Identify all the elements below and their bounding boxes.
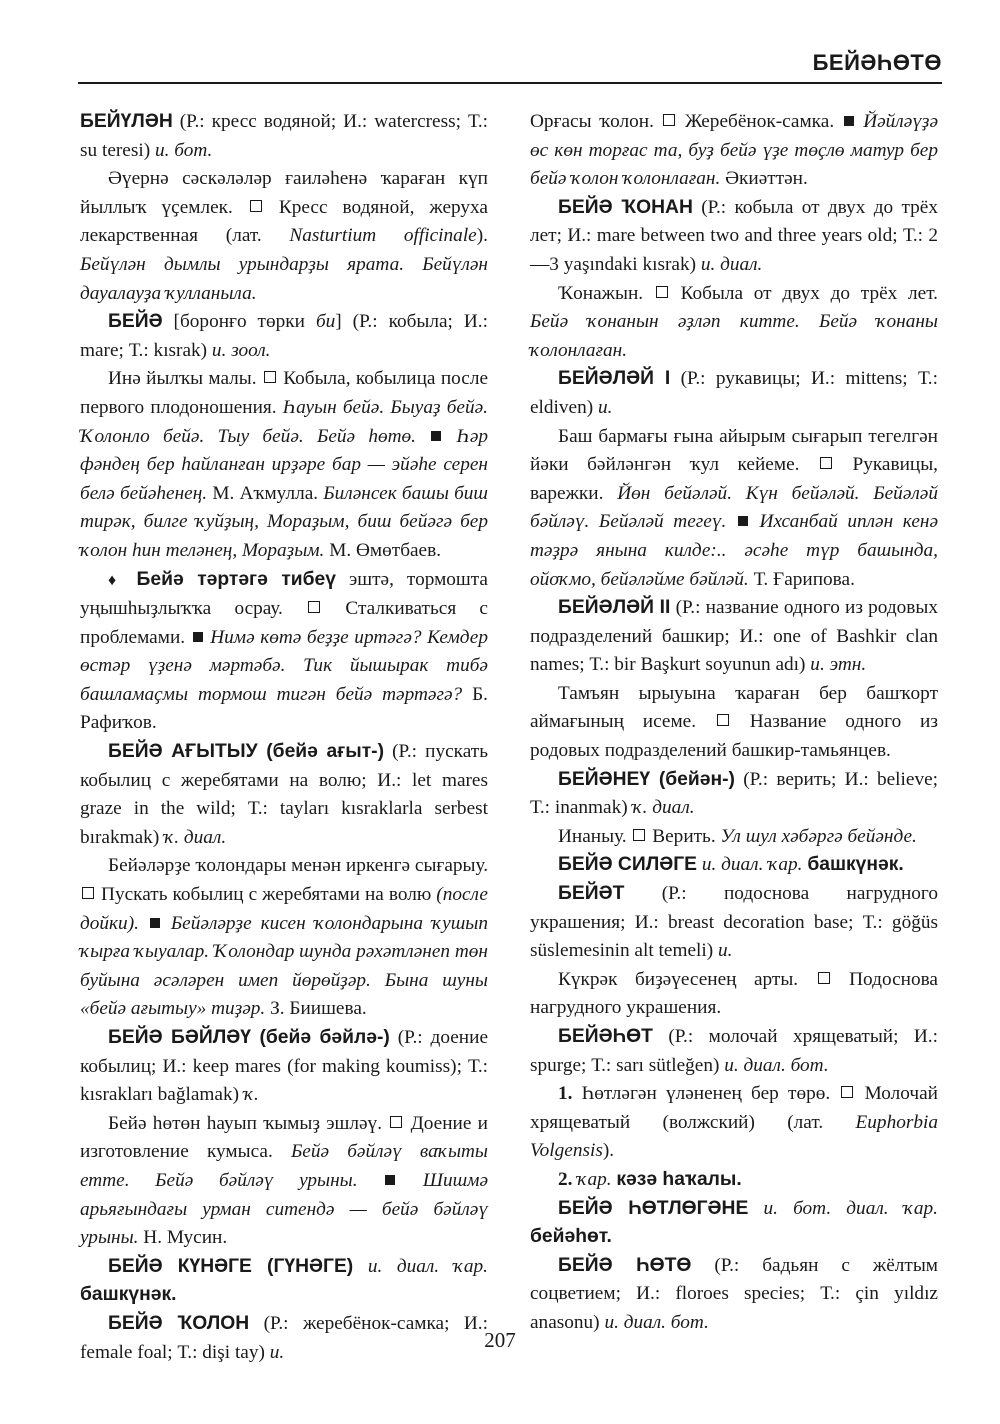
headword: БЕЙӘЛӘЙ II — [558, 597, 671, 619]
headword: БЕЙӘҺӨТ — [558, 1026, 653, 1047]
entry-beye-hotlogene: БЕЙӘ ҺӨТЛӨГӘНЕ и. бот. диал. ҡар. бейәһөт. — [530, 1197, 938, 1248]
white-square-icon — [820, 457, 832, 469]
headword: БЕЙӘТ — [558, 883, 625, 905]
diamond-icon: ♦ — [108, 571, 137, 589]
definition: Күкрәк биҙәүесенең арты. Подоснова нагрудного украшения. — [530, 968, 938, 1019]
cross-reference: башкүнәк. — [807, 854, 904, 876]
definition: Орғасы ҡолон. Жеребёнок-самка. Йәйләүҙә өс көн торғас та, буҙ бейә үҙе төҫлө матур бер бейә ҡолон ҡолонлаған. Әкиәттән. — [530, 111, 938, 190]
definition: Инә йылҡы малы. Кобыла, кобылица после первого плодоношения. Һауын бейә. Быуаҙ бейә. Ҡолонло бейә. Тыу бейә. Бейә һөтө. Һәр фәндең бер һайланған ирҙәре бар — эйәһе серен белә бейәһенең. М. Аҡмулла. Биләнсек башы биш тирәк, билге ҡуйҙың, Мораҙым, биш бейәгә бер ҡолон һин теләнең, Мораҙым. М. Өмөтбаев. — [80, 368, 489, 561]
white-square-icon — [308, 601, 320, 613]
white-square-icon — [82, 887, 94, 899]
page-number: 207 — [484, 1328, 516, 1352]
headword: БЕЙӘЛӘЙ I — [558, 368, 671, 390]
black-square-icon — [738, 516, 748, 526]
white-square-icon — [656, 286, 668, 298]
headword: БЕЙӘ ҺӨТӨ — [558, 1254, 692, 1276]
headword: БЕЙӘ БӘЙЛӘҮ (бейә бәйлә-) — [108, 1027, 390, 1048]
left-column — [80, 108, 488, 1367]
sense-1: 1. Һөтләгән үләненең бер төрө. Молочай хрящеватый (волжский) (лат. Euphorbia Volgensis). — [530, 1083, 938, 1162]
entry-beye-kolon: БЕЙӘ ҠОЛОН (Р.: жеребёнок-самка; И.: female foal; Т.: dişi tay) и. — [80, 1312, 488, 1363]
phrase-entry: ♦ Бейә тәртәгә тибеү эштә, тормошта уңышһыҙлыҡҡа осрау. Сталкиваться с проблемами. Нимә көтә беҙҙе иртәгә? Кемдер өстәр үҙенә мәртәбә. Тик йышырак тибә башламаҫмы тормош тигән бейә тәртәгә? Б. Рафиҡов. — [80, 568, 488, 734]
cross-reference: бейәһөт. — [530, 1226, 612, 1248]
page-header — [78, 46, 942, 84]
white-square-icon — [633, 829, 645, 841]
headword: БЕЙӘ ҠОЛОН — [108, 1312, 250, 1334]
white-square-icon — [663, 114, 675, 126]
entry-beyeley-1: БЕЙӘЛӘЙ I (Р.: рукавицы; И.: mittens; Т.: eldiven) и. — [530, 368, 938, 418]
entry-beyehot: БЕЙӘҺӨТ (Р.: молочай хрящеватый; И.: spurge; Т.: sarı sütleğen) и. диал. бот. — [530, 1026, 938, 1076]
entry-beyeley-2: БЕЙӘЛӘЙ II (Р.: название одного из родовых подразделений башкир; И.: one of Bashkir clan names; Т.: bir Başkurt soyunun adı) и. этн. — [530, 597, 938, 676]
headword: БЕЙӘ АҒЫТЫУ (бейә ағыт-) — [108, 741, 385, 763]
headword: БЕЙӘ ҺӨТЛӨГӘНЕ — [558, 1197, 749, 1219]
entry-beye-hoto: БЕЙӘ ҺӨТӨ (Р.: бадьян с жёлтым соцветием; И.: floroes species; Т.: çin yıldız anasonu) и. диал. бот. — [530, 1254, 938, 1333]
white-square-icon — [818, 972, 830, 984]
sense-2: 2. ҡар. кәзә һаҡалы. — [558, 1168, 742, 1190]
black-square-icon — [385, 1175, 395, 1185]
definition: Ҡонажын. Кобыла от двух до трёх лет. Бейә ҡонанын әҙләп китте. Бейә ҡонаны ҡолонлаған. — [530, 282, 939, 361]
definition: Бейә һөтөн һауып ҡымыҙ эшләү. Доение и изготовление кумыса. Бейә бәйләү ваҡыты етте. Бейә бәйләү урыны. Шишмә арьяғындағы урман ситендә — бейә бәйләү урыны. Н. Мусин. — [80, 1112, 489, 1249]
entry-beye-agytyu: БЕЙӘ АҒЫТЫУ (бейә ағыт-) (Р.: пускать кобылиц с жеребятами на волю; И.: let mares graze in the wild; Т.: tayları kısraklarla serbest bırakmak) ҡ. диал. — [80, 741, 488, 848]
white-square-icon — [841, 1086, 853, 1098]
right-column — [530, 108, 938, 1338]
entry-beyet: БЕЙӘТ (Р.: подоснова нагрудного украшения; И.: breast decoration base; Т.: göğüs süslemesinin alt temeli) и. — [530, 883, 938, 962]
entry-beye-konan: БЕЙӘ ҠОНАН (Р.: кобыла от двух до трёх лет; И.: mare between two and three years old; Т.: 2—3 yaşındaki kısrak) и. диал. — [530, 196, 938, 275]
definition: Инаныу. Верить. Ул шул хәбәргә бейәнде. — [558, 825, 917, 847]
entry-beye-beyleu: БЕЙӘ БӘЙЛӘҮ (бейә бәйлә-) (Р.: доение кобылиц; И.: keep mares (for making koumiss); Т.: kısrakları bağlamak) ҡ. — [80, 1027, 488, 1106]
entry-beye-kunege: БЕЙӘ КҮНӘГЕ (ГҮНӘГЕ) и. диал. ҡар. башкүнәк. — [80, 1255, 488, 1306]
cross-reference: кәзә һаҡалы. — [616, 1168, 742, 1190]
definition: Әүернә сәскәләләр ғаиләһенә ҡараған күп йыллыҡ үҫемлек. Кресс водяной, жеруха лекарственная (лат. Nasturtium officinale). Бейүлән дымлы урындарҙы ярата. Бейүлән дауалауҙа ҡулланыла. — [80, 168, 488, 304]
black-square-icon — [431, 431, 441, 441]
definition: Бейәләрҙе ҡолондары менән иркенгә сығарыу. Пускать кобылиц с жеребятами на волю (после дойки). Бейәләрҙе кисен ҡолондарына ҡушып ҡырға ҡыуалар. Ҡолондар шунда рәхәтләнеп төн буйына әсәләрен имеп йөрөйҙәр. Бына шуны «бейә ағытыу» тиҙәр. З. Биишева. — [80, 855, 489, 1020]
definition: Тамъян ырыуына ҡараған бер башҡорт аймағының исеме. Название одного из родовых подразделений башкир-тамьянцев. — [530, 682, 938, 762]
headword: БЕЙӘ ҠОНАН — [558, 196, 693, 218]
cross-reference: башкүнәк. — [80, 1284, 177, 1306]
entry-beye-silege: БЕЙӘ СИЛӘГЕ и. диал. ҡар. башкүнәк. — [558, 854, 904, 876]
entry-beye: БЕЙӘ [боронғо төрки би] (Р.: кобыла; И.: mare; Т.: kısrak) и. зоол. — [80, 311, 488, 361]
headword: БЕЙӘ — [108, 311, 163, 333]
entry-beyulen: БЕЙҮЛӘН (Р.: кресс водяной; И.: watercress; Т.: su teresi) и. бот. — [80, 111, 488, 161]
running-title: БЕЙӘҺӨТӨ — [812, 50, 942, 75]
headword: БЕЙҮЛӘН — [80, 111, 173, 132]
black-square-icon — [150, 918, 160, 928]
black-square-icon — [844, 116, 854, 126]
white-square-icon — [717, 714, 729, 726]
headword: БЕЙӘ КҮНӘГЕ (ГҮНӘГЕ) — [108, 1255, 354, 1277]
white-square-icon — [264, 371, 276, 383]
entry-beyeneu: БЕЙӘНЕҮ (бейән-) (Р.: верить; И.: believe; Т.: inanmak) ҡ. диал. — [530, 768, 938, 819]
white-square-icon — [390, 1116, 402, 1128]
headword: БЕЙӘ СИЛӘГЕ — [558, 854, 698, 876]
phrase-headword: Бейә тәртәгә тибеү — [136, 568, 336, 590]
white-square-icon — [250, 200, 262, 212]
black-square-icon — [193, 632, 203, 642]
headword: БЕЙӘНЕҮ (бейән-) — [558, 768, 735, 790]
definition: Баш бармағы ғына айырым сығарып тегелгән йәки бәйләнгән ҡул кейеме. Рукавицы, варежки. Йөн бейәләй. Күн бейәләй. Бейәләй бәйләү. Бейәләй тегеү. Ихсанбай иплән кенә тәҙрә янына килде:.. әсәһе түр башында, ойоҡмо, бейәләйме бәйләй. Т. Ғарипова. — [530, 425, 939, 590]
